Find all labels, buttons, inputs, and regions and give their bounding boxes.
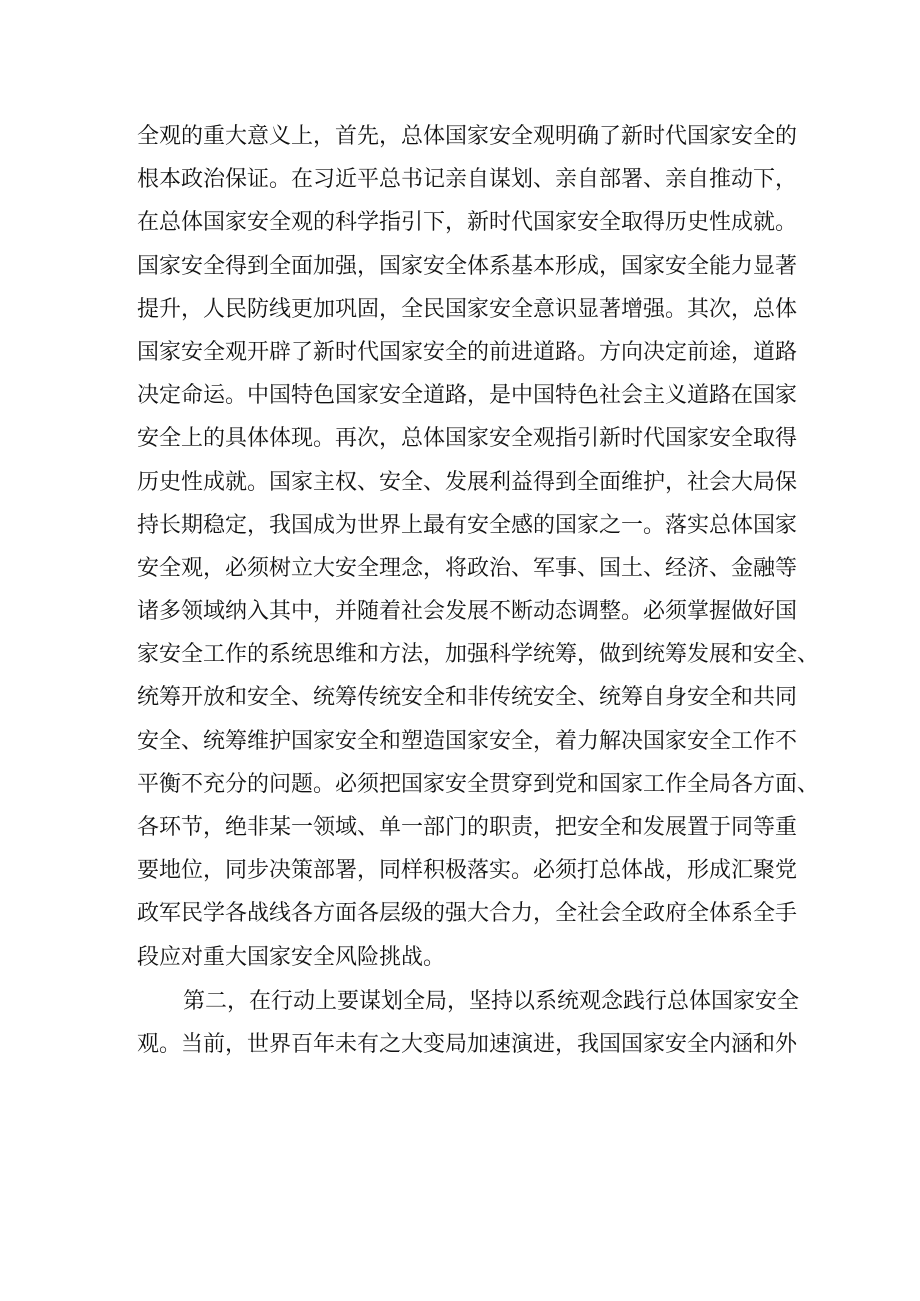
text-line: 段应对重大国家安全风险挑战。	[137, 944, 446, 970]
body-text	[137, 115, 820, 1066]
text-line: 根本政治保证。在习近平总书记亲自谋划、亲自部署、亲自推动下，	[137, 167, 798, 193]
text-line: 安全、统筹维护国家安全和塑造国家安全，着力解决国家安全工作不	[137, 728, 798, 754]
paragraph-start-line: 第二，在行动上要谋划全局，坚持以系统观念践行总体国家安全	[183, 988, 800, 1014]
text-line: 家安全工作的系统思维和方法，加强科学统筹，做到统筹发展和安全、	[137, 642, 820, 668]
text-line: 观。当前，世界百年未有之大变局加速演进，我国国家安全内涵和外	[137, 1031, 798, 1057]
text-line: 政军民学各战线各方面各层级的强大合力，全社会全政府全体系全手	[137, 901, 798, 927]
text-line: 在总体国家安全观的科学指引下，新时代国家安全取得历史性成就。	[137, 210, 798, 236]
text-line: 决定命运。中国特色国家安全道路，是中国特色社会主义道路在国家	[137, 383, 798, 409]
text-line: 持长期稳定，我国成为世界上最有安全感的国家之一。落实总体国家	[137, 512, 798, 538]
text-line: 统筹开放和安全、统筹传统安全和非传统安全、统筹自身安全和共同	[137, 685, 798, 711]
text-line: 历史性成就。国家主权、安全、发展利益得到全面维护，社会大局保	[137, 469, 798, 495]
text-line: 安全上的具体体现。再次，总体国家安全观指引新时代国家安全取得	[137, 426, 798, 452]
text-line: 诸多领域纳入其中，并随着社会发展不断动态调整。必须掌握做好国	[137, 599, 798, 625]
text-line: 提升，人民防线更加巩固，全民国家安全意识显著增强。其次，总体	[137, 296, 798, 322]
text-line: 要地位，同步决策部署，同样积极落实。必须打总体战，形成汇聚党	[137, 858, 798, 884]
text-line: 国家安全观开辟了新时代国家安全的前进道路。方向决定前途，道路	[137, 339, 798, 365]
text-line: 各环节，绝非某一领域、单一部门的职责，把安全和发展置于同等重	[137, 815, 798, 840]
text-line: 安全观，必须树立大安全理念，将政治、军事、国土、经济、金融等	[137, 555, 798, 581]
text-line: 全观的重大意义上，首先，总体国家安全观明确了新时代国家安全的	[137, 124, 798, 149]
text-line: 平衡不充分的问题。必须把国家安全贯穿到党和国家工作全局各方面、	[137, 771, 820, 797]
text-line: 国家安全得到全面加强，国家安全体系基本形成，国家安全能力显著	[137, 253, 798, 279]
